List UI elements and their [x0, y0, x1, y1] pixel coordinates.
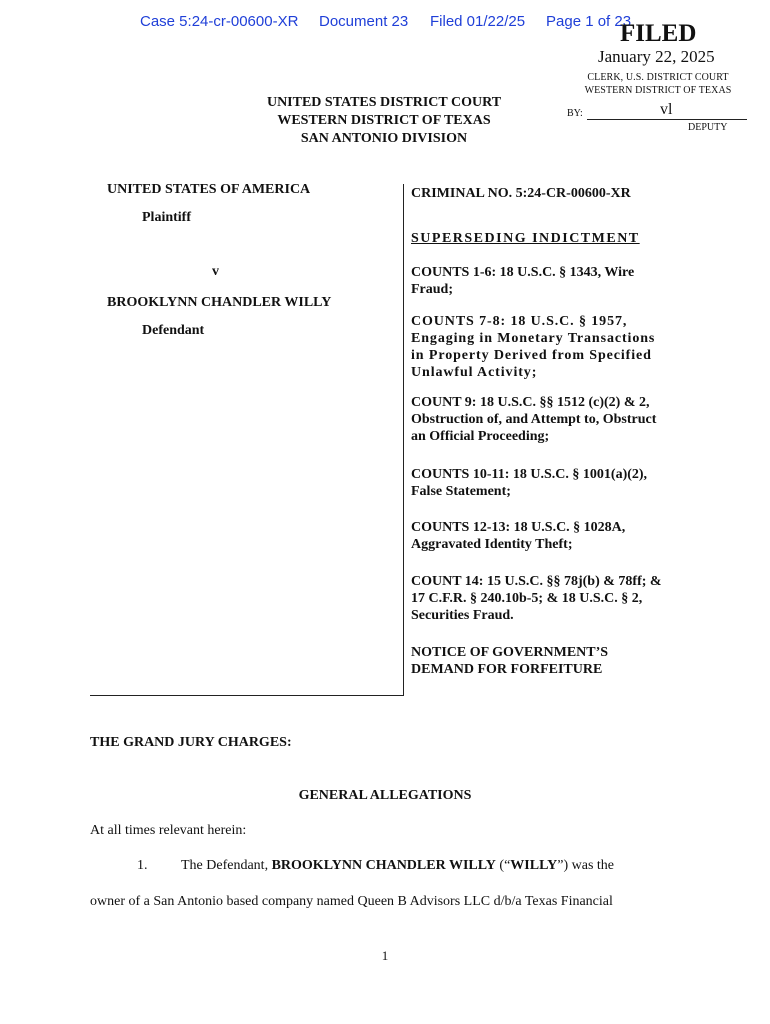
para-text: (“	[495, 858, 511, 873]
charge-line: COUNT 9: 18 U.S.C. §§ 1512 (c)(2) & 2,	[411, 395, 650, 410]
defendant-name-inline: BROOKLYNN CHANDLER WILLY	[271, 858, 496, 873]
defendant-shortname: WILLY	[510, 858, 558, 873]
plaintiff-role: Plaintiff	[142, 210, 191, 225]
charge-counts-12-13	[411, 519, 701, 553]
clerk-line-1: CLERK, U.S. DISTRICT COURT	[587, 72, 729, 83]
paragraph-1-line-1	[181, 858, 614, 874]
clerk-line-2: WESTERN DISTRICT OF TEXAS	[584, 85, 732, 96]
charge-line: Unlawful Activity;	[411, 365, 538, 380]
charge-line: COUNTS 7-8: 18 U.S.C. § 1957,	[411, 314, 628, 329]
charge-line: Aggravated Identity Theft;	[411, 537, 573, 552]
case-number: Case 5:24-cr-00600-XR	[140, 13, 299, 30]
charge-line: Securities Fraud.	[411, 608, 514, 623]
charge-line: COUNTS 1-6: 18 U.S.C. § 1343, Wire	[411, 265, 635, 280]
charge-line: COUNTS 10-11: 18 U.S.C. § 1001(a)(2),	[411, 467, 648, 482]
charge-counts-1-6	[411, 264, 701, 298]
court-line-3: SAN ANTONIO DIVISION	[300, 131, 468, 146]
defendant-role: Defendant	[142, 323, 205, 338]
indictment-title: SUPERSEDING INDICTMENT	[411, 231, 640, 246]
filed-stamp-date: January 22, 2025	[598, 47, 715, 66]
charge-line: in Property Derived from Specified	[411, 348, 652, 363]
page-number: 1	[381, 948, 389, 963]
signature-line	[587, 119, 747, 120]
court-heading	[240, 94, 528, 148]
charge-count-14	[411, 573, 701, 624]
by-label: BY:	[567, 108, 583, 119]
forfeiture-notice	[411, 644, 701, 678]
caption-divider-horizontal	[90, 695, 404, 696]
criminal-number: CRIMINAL NO. 5:24-CR-00600-XR	[411, 186, 631, 201]
deputy-initials: vl	[660, 101, 673, 118]
clerk-block	[560, 71, 756, 97]
charge-counts-7-8	[411, 313, 701, 381]
page-count: Page 1 of 23	[546, 13, 632, 30]
charge-line: an Official Proceeding;	[411, 429, 550, 444]
versus: v	[212, 264, 219, 279]
document-number: Document 23	[319, 13, 409, 30]
filed-date: Filed 01/22/25	[430, 13, 526, 30]
plaintiff-name: UNITED STATES OF AMERICA	[107, 182, 311, 197]
deputy-label: DEPUTY	[688, 122, 728, 133]
paragraph-1-line-2: owner of a San Antonio based company named Queen B Advisors LLC d/b/a Texas Financial	[90, 894, 613, 909]
general-allegations-heading: GENERAL ALLEGATIONS	[298, 788, 472, 803]
para-text: The Defendant,	[181, 858, 272, 873]
charge-line: Obstruction of, and Attempt to, Obstruct	[411, 412, 657, 427]
charge-line: DEMAND FOR FORFEITURE	[411, 662, 603, 677]
filed-stamp: FILED	[620, 20, 697, 47]
para-text: ”) was the	[557, 858, 615, 873]
charge-count-9	[411, 394, 701, 445]
charge-line: NOTICE OF GOVERNMENT’S	[411, 645, 609, 660]
charge-line: False Statement;	[411, 484, 511, 499]
charge-line: 17 C.F.R. § 240.10b-5; & 18 U.S.C. § 2,	[411, 591, 643, 606]
court-line-2: WESTERN DISTRICT OF TEXAS	[277, 113, 491, 128]
charge-line: Engaging in Monetary Transactions	[411, 331, 656, 346]
intro-text: At all times relevant herein:	[90, 823, 247, 838]
paragraph-number: 1.	[137, 858, 148, 873]
grand-jury-heading: THE GRAND JURY CHARGES:	[90, 735, 292, 750]
charge-line: COUNT 14: 15 U.S.C. §§ 78j(b) & 78ff; &	[411, 574, 662, 589]
charge-counts-10-11	[411, 466, 701, 500]
charge-line: COUNTS 12-13: 18 U.S.C. § 1028A,	[411, 520, 626, 535]
court-line-1: UNITED STATES DISTRICT COURT	[266, 95, 502, 110]
caption-divider-vertical	[403, 184, 404, 696]
charge-line: Fraud;	[411, 282, 453, 297]
defendant-name: BROOKLYNN CHANDLER WILLY	[107, 295, 332, 310]
